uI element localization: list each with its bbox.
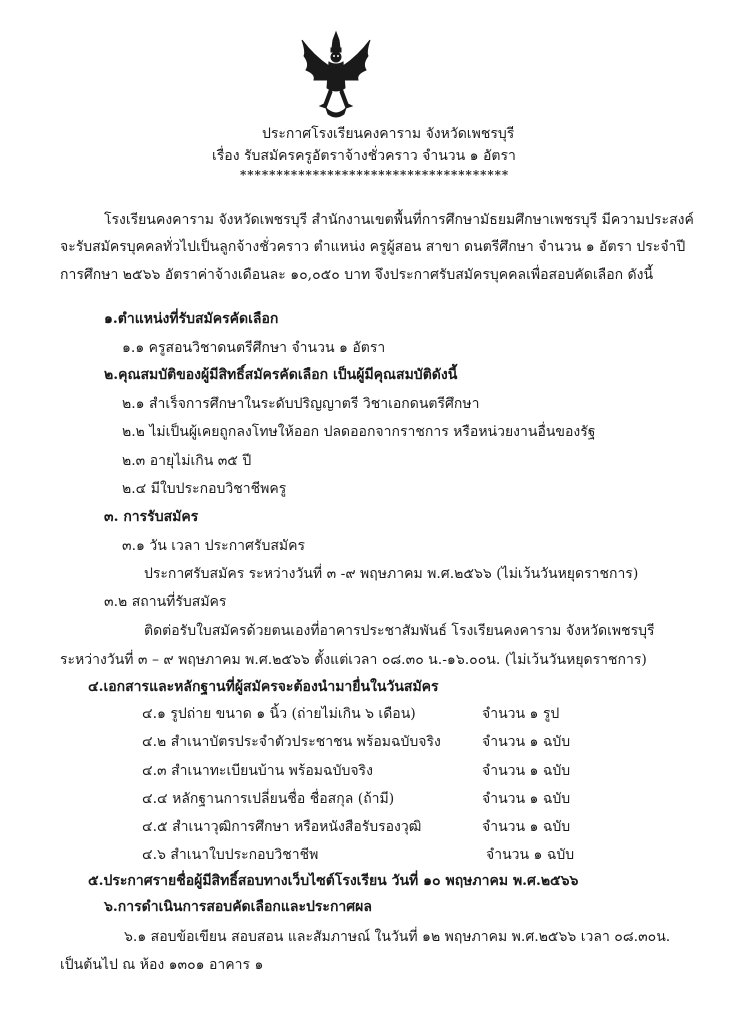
document-item-label: ๔.๖ สำเนาใบประกอบวิชาชีพ bbox=[142, 847, 319, 863]
document-item-label: ๔.๑ รูปถ่าย ขนาด ๑ นิ้ว (ถ่ายไม่เกิน ๖ เดือน) bbox=[142, 706, 416, 722]
section-3-sub-2: ๓.๒ สถานที่รับสมัคร bbox=[104, 594, 227, 610]
section-1-item-1: ๑.๑ ครูสอนวิชาดนตรีศึกษา จำนวน ๑ อัตรา bbox=[122, 340, 386, 356]
section-2-item: ๒.๑ สำเร็จการศึกษาในระดับปริญญาตรี วิชาเอกดนตรีศึกษา bbox=[122, 396, 480, 412]
garuda-emblem-icon bbox=[296, 30, 376, 120]
document-item-count: จำนวน ๑ ฉบับ bbox=[482, 763, 571, 779]
document-item-count: จำนวน ๑ รูป bbox=[482, 706, 560, 722]
section-3-heading: ๓. การรับสมัคร bbox=[104, 509, 199, 525]
section-3-sub-2-detail-1: ติดต่อรับใบสมัครด้วยตนเองที่อาคารประชาสัมพันธ์ โรงเรียนคงคาราม จังหวัดเพชรบุรี bbox=[144, 623, 655, 639]
header-separator: ************************************* bbox=[240, 168, 510, 182]
document-item-label: ๔.๒ สำเนาบัตรประจำตัวประชาชน พร้อมฉบับจริง bbox=[142, 734, 441, 750]
section-3-sub-1-detail: ประกาศรับสมัคร ระหว่างวันที่ ๓ -๙ พฤษภาคม พ.ศ.๒๕๖๖ (ไม่เว้นวันหยุดราชการ) bbox=[144, 566, 639, 582]
section-1-heading: ๑.ตำแหน่งที่รับสมัครคัดเลือก bbox=[104, 311, 279, 327]
document-item-label: ๔.๓ สำเนาทะเบียนบ้าน พร้อมฉบับจริง bbox=[142, 763, 373, 779]
document-item-count: จำนวน ๑ ฉบับ bbox=[482, 819, 571, 835]
section-3-sub-1: ๓.๑ วัน เวลา ประกาศรับสมัคร bbox=[122, 538, 305, 554]
intro-line-3: การศึกษา ๒๕๖๖ อัตราค่าจ้างเดือนละ ๑๐,๐๕๐ บาท จึงประกาศรับสมัครบุคคลเพื่อสอบคัดเลือก ดังนี้ bbox=[60, 267, 654, 283]
section-6-item-1-line-1: ๖.๑ สอบข้อเขียน สอบสอน และสัมภาษณ์ ในวันที่ ๑๒ พฤษภาคม พ.ศ.๒๕๖๖ เวลา ๐๘.๓๐น. bbox=[124, 929, 671, 945]
section-2-item: ๒.๔ มีใบประกอบวิชาชีพครู bbox=[122, 481, 287, 497]
document-item-count: จำนวน ๑ ฉบับ bbox=[482, 791, 571, 807]
section-3-sub-2-detail-2: ระหว่างวันที่ ๓ – ๙ พฤษภาคม พ.ศ.๒๕๖๖ ตั้งแต่เวลา ๐๘.๓๐ น.-๑๖.๐๐น. (ไม่เว้นวันหยุดราชการ) bbox=[60, 652, 647, 668]
section-4-heading: ๔.เอกสารและหลักฐานที่ผู้สมัครจะต้องนำมายื่นในวันสมัคร bbox=[88, 679, 439, 695]
document-item-count: จำนวน ๑ ฉบับ bbox=[486, 847, 575, 863]
section-2-heading: ๒.คุณสมบัติของผู้มีสิทธิ์สมัครคัดเลือก เป็นผู้มีคุณสมบัติดังนี้ bbox=[104, 367, 458, 383]
section-2-item: ๒.๓ อายุไม่เกิน ๓๕ ปี bbox=[122, 453, 252, 469]
intro-line-2: จะรับสมัครบุคคลทั่วไปเป็นลูกจ้างชั่วคราว ตำแหน่ง ครูผู้สอน สาขา ดนตรีศึกษา จำนวน ๑ อัตรา ประจำปี bbox=[60, 239, 686, 255]
document-item-label: ๔.๕ สำเนาวุฒิการศึกษา หรือหนังสือรับรองวุฒิ bbox=[142, 819, 422, 835]
section-5-heading: ๕.ประกาศรายชื่อผู้มีสิทธิ์สอบทางเว็บไซต์โรงเรียน วันที่ ๑๐ พฤษภาคม พ.ศ.๒๕๖๖ bbox=[88, 873, 579, 889]
announcement-subject: เรื่อง รับสมัครครูอัตราจ้างชั่วคราว จำนวน ๑ อัตรา bbox=[212, 148, 516, 164]
document-item-count: จำนวน ๑ ฉบับ bbox=[482, 734, 571, 750]
section-6-heading: ๖.การดำเนินการสอบคัดเลือกและประกาศผล bbox=[104, 899, 372, 915]
announcement-title: ประกาศโรงเรียนคงคาราม จังหวัดเพชรบุรี bbox=[262, 126, 515, 142]
section-2-item: ๒.๒ ไม่เป็นผู้เคยถูกลงโทษให้ออก ปลดออกจากราชการ หรือหน่วยงานอื่นของรัฐ bbox=[122, 424, 596, 440]
section-6-item-1-line-2: เป็นต้นไป ณ ห้อง ๑๓๐๑ อาคาร ๑ bbox=[60, 957, 264, 973]
document-item-label: ๔.๔ หลักฐานการเปลี่ยนชื่อ ชื่อสกุล (ถ้ามี) bbox=[142, 791, 395, 807]
intro-line-1: โรงเรียนคงคาราม จังหวัดเพชรบุรี สำนักงานเขตพื้นที่การศึกษามัธยมศึกษาเพชรบุรี มีความประสงค์ bbox=[104, 212, 694, 228]
